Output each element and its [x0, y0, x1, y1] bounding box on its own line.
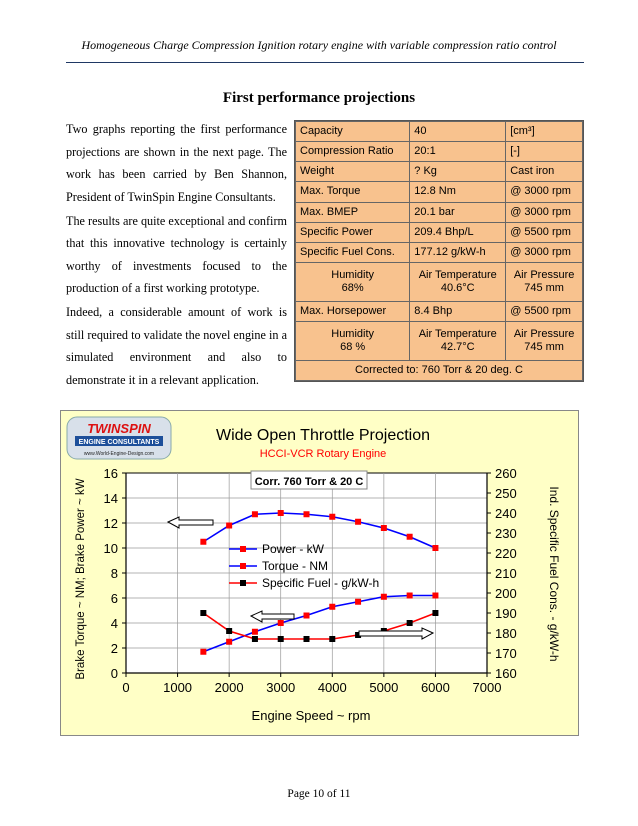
- series-point: [329, 636, 335, 642]
- humidity-cell: [296, 321, 410, 360]
- series-point: [200, 610, 206, 616]
- spec-value: 177.12 g/kW-h: [410, 242, 506, 262]
- series-point: [329, 514, 335, 520]
- spec-value: 8.4 Bhp: [410, 301, 506, 321]
- y2-tick-label: 220: [495, 546, 517, 561]
- spec-unit: @ 5500 rpm: [506, 222, 583, 242]
- y2-tick-label: 250: [495, 486, 517, 501]
- humidity-label: Humidity: [331, 268, 375, 281]
- series-point: [407, 593, 413, 599]
- grid: [126, 473, 487, 673]
- spec-label: Max. BMEP: [296, 202, 410, 222]
- spec-label: Max. Torque: [296, 182, 410, 202]
- series-point: [200, 649, 206, 655]
- y2-tick-label: 240: [495, 506, 517, 521]
- spec-label: Weight: [296, 162, 410, 182]
- humidity-value: 68 %: [340, 340, 366, 353]
- series-point: [278, 620, 284, 626]
- legend-marker: [240, 580, 246, 586]
- x-tick-label: 3000: [266, 680, 296, 695]
- series-point: [407, 534, 413, 540]
- paragraph-1: Two graphs reporting the first performance projections are shown in the next page. The work has been carried by Ben Shannon, President of TwinSpin Engine Consultants.: [66, 122, 287, 204]
- y-tick-label: 2: [110, 641, 118, 656]
- spec-table: [294, 120, 584, 382]
- running-header: Homogeneous Charge Compression Ignition rotary engine with variable compression ratio control: [81, 38, 557, 52]
- spec-value: 20:1: [410, 142, 506, 162]
- y2-tick-label: 230: [495, 526, 517, 541]
- air-pressure-cell: [506, 262, 583, 301]
- section-title: First performance projections: [222, 90, 416, 106]
- legend-marker: [240, 546, 246, 552]
- spec-row: [296, 242, 583, 262]
- series-point: [432, 545, 438, 551]
- spec-row: [296, 122, 583, 142]
- series-point: [200, 539, 206, 545]
- series-point: [252, 511, 258, 517]
- x-tick-label: 7000: [472, 680, 502, 695]
- spec-value: 40: [410, 122, 506, 142]
- air-temp-label: Air Temperature: [418, 268, 497, 281]
- series-point: [226, 639, 232, 645]
- spec-unit: @ 3000 rpm: [506, 182, 583, 202]
- humidity-label: Humidity: [331, 327, 375, 340]
- spec-value: 12.8 Nm: [410, 182, 506, 202]
- x-tick-label: 4000: [317, 680, 347, 695]
- annotation-text: Corr. 760 Torr & 20 C: [254, 476, 364, 488]
- spec-row: [296, 222, 583, 242]
- y-tick-label: 4: [110, 616, 118, 631]
- annotation-box: [251, 471, 367, 489]
- humidity-cell: [296, 262, 410, 301]
- twinspin-logo: [67, 417, 171, 459]
- y-tick-label: 16: [103, 466, 118, 481]
- series-point: [226, 523, 232, 529]
- logo-subtitle: ENGINE CONSULTANTS: [78, 439, 160, 446]
- series-point: [381, 594, 387, 600]
- spec-label: Specific Power: [296, 222, 410, 242]
- logo-brand: TWINSPIN: [87, 421, 151, 436]
- x-tick-label: 1000: [163, 680, 193, 695]
- series-point: [304, 613, 310, 619]
- spec-value: ? Kg: [410, 162, 506, 182]
- paragraph-2: The results are quite exceptional and confirm that this innovative technology is certainly worthy of investments focused to the production of a first working prototype.: [66, 213, 287, 295]
- spec-row: [296, 162, 583, 182]
- y2-tick-label: 260: [495, 466, 517, 481]
- air-temp-cell: [410, 321, 506, 360]
- spec-unit: [cm³]: [506, 122, 583, 142]
- body-text: [66, 118, 287, 393]
- spec-unit: [-]: [506, 142, 583, 162]
- series-point: [432, 593, 438, 599]
- y-tick-label: 14: [103, 491, 118, 506]
- chart-canvas: [61, 411, 578, 735]
- series-point: [355, 519, 361, 525]
- y2-tick-label: 190: [495, 606, 517, 621]
- logo-url: www.World-Engine-Design.com: [83, 451, 155, 457]
- y-tick-label: 12: [103, 516, 118, 531]
- wot-projection-chart: [60, 410, 579, 736]
- spec-row: [296, 301, 583, 321]
- series-point: [407, 620, 413, 626]
- x-tick-label: 6000: [420, 680, 450, 695]
- spec-label: Max. Horsepower: [296, 301, 410, 321]
- paragraph-3: Indeed, a considerable amount of work is still required to validate the novel engine in a simulated environment and also to demonstrate it in a relevant application.: [66, 305, 287, 387]
- y2-axis-label: Ind. Specific Fuel Cons. - g/kW-h: [547, 486, 561, 662]
- y2-tick-label: 160: [495, 666, 517, 681]
- y2-tick-label: 200: [495, 586, 517, 601]
- y-tick-label: 0: [110, 666, 118, 681]
- spec-value: 20.1 bar: [410, 202, 506, 222]
- series-point: [252, 629, 258, 635]
- spec-unit: Cast iron: [506, 162, 583, 182]
- legend-marker: [240, 563, 246, 569]
- air-temp-cell: [410, 262, 506, 301]
- x-tick-label: 5000: [369, 680, 399, 695]
- spec-row: [296, 182, 583, 202]
- y2-tick-label: 170: [495, 646, 517, 661]
- y-tick-label: 6: [110, 591, 118, 606]
- air-pressure-cell: [506, 321, 583, 360]
- spec-unit: @ 3000 rpm: [506, 202, 583, 222]
- spec-label: Capacity: [296, 122, 410, 142]
- y-tick-label: 10: [103, 541, 118, 556]
- air-temp-value: 42.7°C: [440, 340, 475, 353]
- air-pressure-label: Air Pressure: [513, 268, 575, 281]
- spec-value: 209.4 Bhp/L: [410, 222, 506, 242]
- series-point: [304, 636, 310, 642]
- x-tick-label: 0: [122, 680, 130, 695]
- y-tick-label: 8: [110, 566, 118, 581]
- header-rule: [66, 62, 584, 63]
- air-pressure-value: 745 mm: [524, 340, 564, 353]
- series-point: [432, 610, 438, 616]
- spec-label: Compression Ratio: [296, 142, 410, 162]
- series-point: [381, 525, 387, 531]
- series-point: [226, 628, 232, 634]
- chart-subtitle: HCCI-VCR Rotary Engine: [259, 448, 387, 460]
- spec-row: [296, 142, 583, 162]
- spec-label: Specific Fuel Cons.: [296, 242, 410, 262]
- x-tick-label: 2000: [214, 680, 244, 695]
- corrected-note: Corrected to: 760 Torr & 20 deg. C: [296, 360, 583, 380]
- x-axis-label: Engine Speed ~ rpm: [251, 708, 371, 723]
- spec-unit: @ 5500 rpm: [506, 301, 583, 321]
- chart-title: Wide Open Throttle Projection: [215, 427, 431, 444]
- series-point: [278, 510, 284, 516]
- y2-tick-label: 180: [495, 626, 517, 641]
- air-pressure-label: Air Pressure: [513, 327, 575, 340]
- legend-label: Specific Fuel - g/kW-h: [262, 576, 380, 590]
- series-point: [355, 599, 361, 605]
- spec-unit: @ 3000 rpm: [506, 242, 583, 262]
- page-number: Page 10 of 11: [287, 788, 351, 800]
- series-point: [304, 511, 310, 517]
- air-temp-value: 40.6°C: [440, 281, 475, 294]
- conditions-row: [296, 262, 583, 301]
- legend-label: Power - kW: [262, 542, 325, 556]
- legend-label: Torque - NM: [262, 559, 329, 573]
- y2-tick-label: 210: [495, 566, 517, 581]
- series-point: [278, 636, 284, 642]
- air-temp-label: Air Temperature: [418, 327, 497, 340]
- spec-row: [296, 202, 583, 222]
- corrected-row: [296, 360, 583, 380]
- series-point: [329, 604, 335, 610]
- humidity-value: 68%: [341, 281, 364, 294]
- air-pressure-value: 745 mm: [524, 281, 564, 294]
- y-axis-label: Brake Torque ~ NM; Brake Power ~ kW: [75, 478, 87, 680]
- conditions-row: [296, 321, 583, 360]
- series-point: [252, 636, 258, 642]
